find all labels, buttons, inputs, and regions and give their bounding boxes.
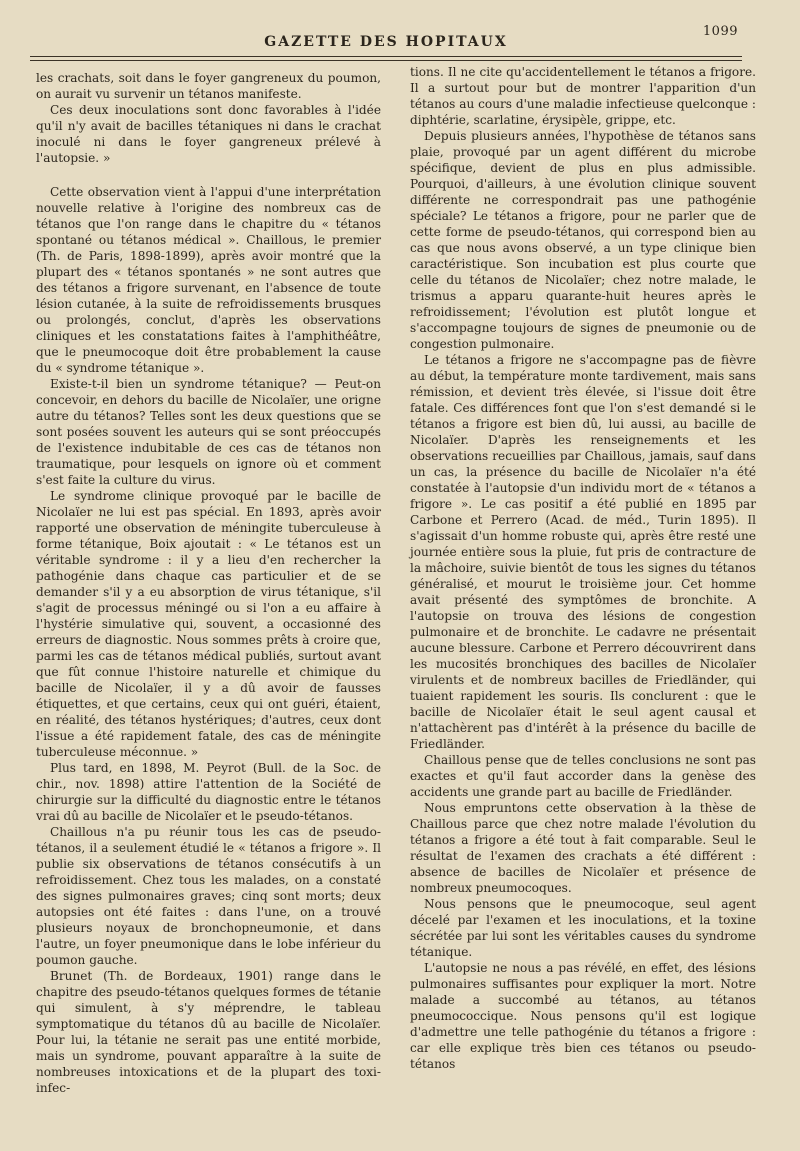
paragraph: Chaillous n'a pu réunir tous les cas de pseudo-tétanos, il a seulement étudié le « tétanos a frigore ». Il publie six observations de tétanos consécutifs à un refroidissement. Chez tous les malades, on a constaté des signes pulmonaires graves; cinq sont morts; deux autopsies ont été faites : dans l'une, on a trouvé plusieurs noyaux de bronchopneumonie, et dans l'autre, un foyer pneumonique dans le lobe inférieur du poumon gauche. bbox=[36, 825, 381, 967]
right-column bbox=[410, 64, 756, 1072]
paragraph: Plus tard, en 1898, M. Peyrot (Bull. de la Soc. de chir., nov. 1898) attire l'attention de la Société de chirurgie sur la difficulté du diagnostic entre le tétanos vrai dû au bacille de Nicolaïer et le pseudo-tétanos. bbox=[36, 761, 381, 823]
paragraph: Nous pensons que le pneumocoque, seul agent décelé par l'examen et les inoculations, et la toxine sécrétée par lui sont les véritables causes du syndrome tétanique. bbox=[410, 897, 756, 959]
paragraph: Existe-t-il bien un syndrome tétanique? — Peut-on concevoir, en dehors du bacille de Nicolaïer, une origne autre du tétanos? Telles sont les deux questions que se sont posées souvent les auteurs qui se sont préoccupés de l'existence indubitable de ces cas de tétanos non traumatique, pour lesquels on ignore où et comment s'est faite la culture du virus. bbox=[36, 377, 381, 487]
paragraph: Brunet (Th. de Bordeaux, 1901) range dans le chapitre des pseudo-tétanos quelques formes de tétanie qui simulent, à s'y méprendre, le tableau symptomatique du tétanos dû au bacille de Nicolaïer. Pour lui, la tétanie ne serait pas une entité morbide, mais un syndrome, pouvant apparaître à la suite de nombreuses intoxications et de la plupart des toxi-infec- bbox=[36, 969, 381, 1095]
paragraph: les crachats, soit dans le foyer gangreneux du poumon, on aurait vu survenir un tétanos manifeste. bbox=[36, 71, 381, 101]
left-column bbox=[36, 70, 381, 1096]
header-rule bbox=[30, 56, 742, 57]
paragraph: Depuis plusieurs années, l'hypothèse de tétanos sans plaie, provoqué par un agent différent du microbe spécifique, devient de plus en plus admissible. Pourquoi, d'ailleurs, à une évolution clinique souvent différente ne correspondrait pas une pathogénie spéciale? Le tétanos a frigore, pour ne parler que de cette forme de pseudo-tétanos, qui correspond bien au cas que nous avons observé, a un type clinique bien caractéristique. Son incubation est plus courte que celle du tétanos de Nicolaïer; chez notre malade, le trismus a apparu quarante-huit heures après le refroidissement; l'évolution est plutôt longue et s'accompagne toujours de signes de pneumonie ou de congestion pulmonaire. bbox=[410, 129, 756, 351]
paragraph: Cette observation vient à l'appui d'une interprétation nouvelle relative à l'origine des nombreux cas de tétanos que l'on range dans le chapitre du « tétanos spontané ou tétanos médical ». Chaillous, le premier (Th. de Paris, 1898-1899), après avoir montré que la plupart des « tétanos spontanés » ne sont autres que des tétanos a frigore survenant, en l'absence de toute lésion cutanée, à la suite de refroidissements brusques ou prolongés, conclut, d'après les observations cliniques et les constatations faites à l'amphithéâtre, que le pneumocoque doit être probablement la cause du « syndrome tétanique ». bbox=[36, 185, 381, 375]
paragraph: Chaillous pense que de telles conclusions ne sont pas exactes et qu'il faut accorder dans la genèse des accidents une grande part au bacille de Friedländer. bbox=[410, 753, 756, 799]
page-number: 1099 bbox=[702, 24, 738, 39]
paragraph: Le syndrome clinique provoqué par le bacille de Nicolaïer ne lui est pas spécial. En 1893, après avoir rapporté une observation de méningite tuberculeuse à forme tétanique, Boix ajoutait : « Le tétanos est un véritable syndrome : il y a lieu d'en rechercher la pathogénie dans chaque cas particulier et de se demander s'il y a eu absorption de virus tétanique, s'il s'agit de processus méningé ou si l'on a eu affaire à l'hystérie simulative qui, souvent, a occasionné des erreurs de diagnostic. Nous sommes prêts à croire que, parmi les cas de tétanos médical publiés, surtout avant que fût connue l'histoire naturelle et chimique du bacille de Nicolaïer, il y a dû avoir de fausses étiquettes, et que certains, ceux qui ont guéri, étaient, en réalité, des tétanos hystériques; d'autres, ceux dont l'issue a été rapidement fatale, des cas de méningite tuberculeuse méconnue. » bbox=[36, 489, 381, 759]
paragraph: tions. Il ne cite qu'accidentellement le tétanos a frigore. Il a surtout pour but de montrer l'apparition d'un tétanos au cours d'une maladie infectieuse quelconque : diphtérie, scarlatine, érysipèle, grippe, etc. bbox=[410, 65, 756, 127]
paragraph: L'autopsie ne nous a pas révélé, en effet, des lésions pulmonaires suffisantes pour expliquer la mort. Notre malade a succombé au tétanos, au tétanos pneumococcique. Nous pensons qu'il est logique d'admettre une telle pathogénie du tétanos a frigore : car elle explique très bien ces tétanos ou pseudo-tétanos bbox=[410, 961, 756, 1071]
header-rule-thin bbox=[30, 60, 742, 61]
paragraph: Le tétanos a frigore ne s'accompagne pas de fièvre au début, la température monte tardivement, mais sans rémission, et devient très élevée, si l'issue doit être fatale. Ces différences font que l'on s'est demandé si le tétanos a frigore est bien dû, lui aussi, au bacille de Nicolaïer. D'après les renseignements et les observations recueillies par Chaillous, jamais, sauf dans un cas, la présence du bacille de Nicolaïer n'a été constatée à l'autopsie d'un individu mort de « tétanos a frigore ». Le cas positif a été publié en 1895 par Carbone et Perrero (Acad. de méd., Turin 1895). Il s'agissait d'un homme robuste qui, après être resté une journée entière sous la pluie, fut pris de contracture de la mâchoire, suivie bientôt de tous les signes du tétanos généralisé, et mourut le troisième jour. Cet homme avait présenté des symptômes de bronchite. A l'autopsie on trouva des lésions de congestion pulmonaire et de bronchite. Le cadavre ne présentait aucune blessure. Carbone et Perrero découvrirent dans les mucosités bronchiques des bacilles de Nicolaïer virulents et de nombreux bacilles de Friedländer, qui tuaient rapidement les souris. Ils conclurent : que le bacille de Nicolaïer était le seul agent causal et n'attachèrent pas d'intérêt à la présence du bacille de Friedländer. bbox=[410, 353, 756, 751]
paragraph: Nous empruntons cette observation à la thèse de Chaillous parce que chez notre malade l'évolution du tétanos a frigore a été tout à fait comparable. Seul le résultat de l'examen des crachats a été différent : absence de bacilles de Nicolaïer et présence de nombreux pneumocoques. bbox=[410, 801, 756, 895]
paragraph: Ces deux inoculations sont donc favorables à l'idée qu'il n'y avait de bacilles tétaniques ni dans le crachat inoculé ni dans le foyer gangreneux prélevé à l'autopsie. » bbox=[36, 103, 381, 165]
running-head: GAZETTE DES HOPITAUX bbox=[264, 34, 508, 50]
